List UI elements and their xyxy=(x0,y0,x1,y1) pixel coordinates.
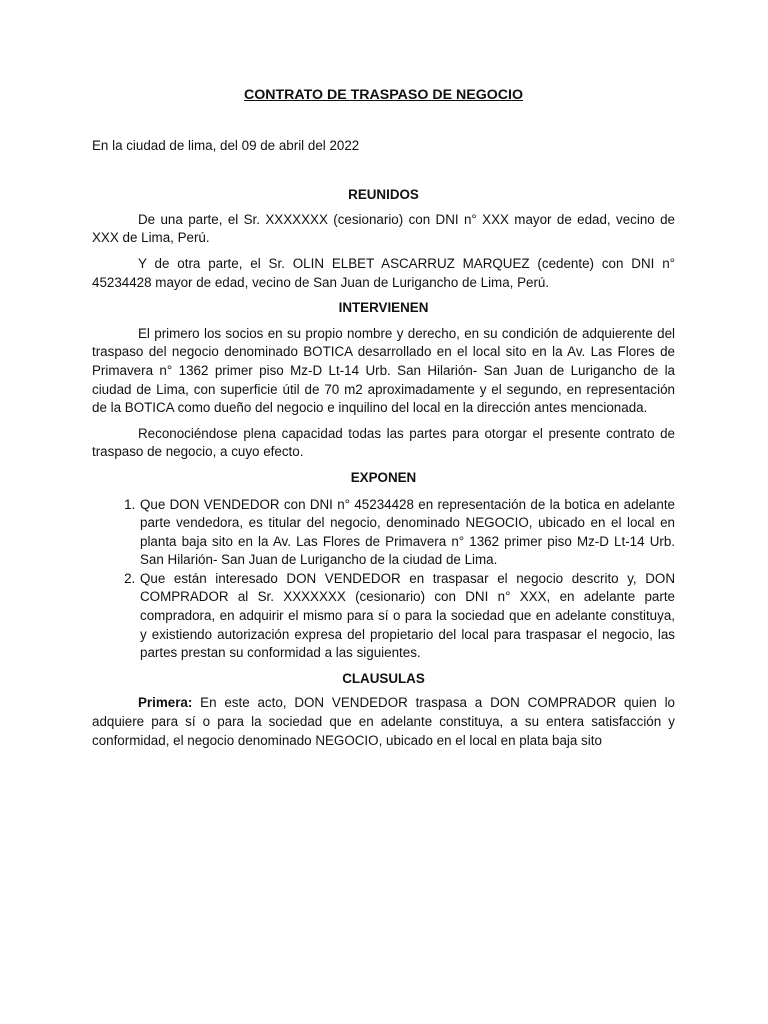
section-heading-clausulas: CLAUSULAS xyxy=(342,670,425,686)
document-page xyxy=(92,86,675,750)
section-heading-exponen: EXPONEN xyxy=(350,469,417,485)
document-title: CONTRATO DE TRASPASO DE NEGOCIO xyxy=(243,87,524,103)
reunidos-paragraph-2: Y de otra parte, el Sr. OLIN ELBET ASCARRUZ MARQUEZ (cedente) con DNI n° 45234428 mayor de edad, vecino de San Juan de Lurigancho de Lima, Perú. xyxy=(92,255,675,290)
intervienen-paragraph-2: Reconociéndose plena capacidad todas las partes para otorgar el presente contrato de traspaso de negocio, a cuyo efecto. xyxy=(92,425,675,460)
exponen-item-1: 1. Que DON VENDEDOR con DNI n° 45234428 en representación de la botica en adelante parte vendedora, es titular del negocio, denominado NEGOCIO, ubicado en el local en planta baja sito en la Av. Las Flores de Primavera n° 1362 primer piso Mz-D Lt-14 Urb. San Hilarión- San Juan de Lurigancho de la ciudad de Lima. xyxy=(139,496,675,570)
clause-primera-text: En este acto, DON VENDEDOR traspasa a DON COMPRADOR quien lo adquiere para sí o para la sociedad que en adelante constituya, a su entera satisfacción y conformidad, el negocio denominado NEGOCIO, ubicado en el local en plata baja sito xyxy=(92,695,675,748)
clause-primera xyxy=(92,694,675,750)
date-line: En la ciudad de lima, del 09 de abril del 2022 xyxy=(92,137,360,153)
clause-primera-label: Primera: xyxy=(138,695,193,711)
section-heading-reunidos: REUNIDOS xyxy=(348,187,419,203)
intervienen-paragraph-1: El primero los socios en su propio nombre y derecho, en su condición de adquierente del traspaso del negocio denominado BOTICA desarrollado en el local sito en la Av. Las Flores de Primavera n° 1362 primer piso Mz-D Lt-14 Urb. San Hilarión- San Juan de Lurigancho de la ciudad de Lima, con superficie útil de 70 m2 aproximadamente y el segundo, en representación de la BOTICA como dueño del negocio e inquilino del local en la dirección antes mencionada. xyxy=(92,325,675,416)
exponen-item-2: 2. Que están interesado DON VENDEDOR en traspasar el negocio descrito y, DON COMPRADOR al Sr. XXXXXXX (cesionario) con DNI n° XXX, en adelante parte compradora, en adquirir el mismo para sí o para la sociedad que en adelante constituya, y existiendo autorización expresa del propietario del local para traspasar el negocio, las partes prestan su conformidad a las siguientes. xyxy=(139,570,675,663)
section-heading-intervienen: INTERVIENEN xyxy=(338,300,429,316)
reunidos-paragraph-1: De una parte, el Sr. XXXXXXX (cesionario) con DNI n° XXX mayor de edad, vecino de XXX de Lima, Perú. xyxy=(92,211,675,246)
exponen-list xyxy=(92,496,675,663)
